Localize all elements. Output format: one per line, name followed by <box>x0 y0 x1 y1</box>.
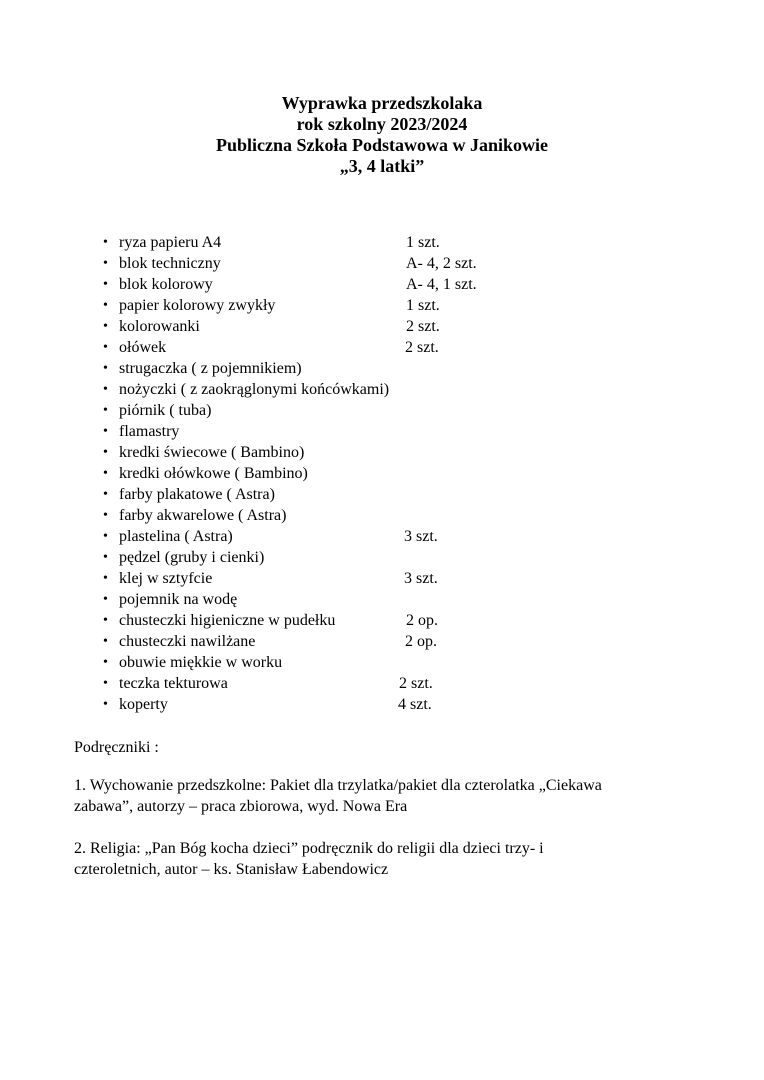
supply-item-name: flamastry <box>119 423 180 440</box>
bullet-icon: • <box>103 487 108 502</box>
bullet-icon: • <box>103 550 108 565</box>
supply-item-quantity: 3 szt. <box>404 570 438 587</box>
bullet-icon: • <box>103 571 108 586</box>
textbooks-heading: Podręczniki : <box>74 739 159 756</box>
bullet-icon: • <box>103 298 108 313</box>
supply-item-name: farby akwarelowe ( Astra) <box>119 507 287 524</box>
supply-item-quantity: 2 szt. <box>405 339 439 356</box>
supply-item-quantity: 1 szt. <box>406 297 440 314</box>
bullet-icon: • <box>103 319 108 334</box>
supply-item-name: pojemnik na wodę <box>119 591 238 608</box>
supply-item-name: klej w sztyfcie <box>119 570 213 587</box>
bullet-icon: • <box>103 529 108 544</box>
bullet-icon: • <box>103 256 108 271</box>
bullet-icon: • <box>103 340 108 355</box>
bullet-icon: • <box>103 613 108 628</box>
supply-item-name: blok techniczny <box>119 255 221 272</box>
bullet-icon: • <box>103 634 108 649</box>
supply-item-name: ołówek <box>119 339 167 356</box>
bullet-icon: • <box>103 676 108 691</box>
textbook-item-2-line-2: czteroletnich, autor – ks. Stanisław Łabendowicz <box>74 861 389 878</box>
supply-item-name: piórnik ( tuba) <box>119 402 212 419</box>
textbook-item-2-line-1: 2. Religia: „Pan Bóg kocha dzieci” podręcznik do religii dla dzieci trzy- i <box>74 840 544 857</box>
supply-item-name: blok kolorowy <box>119 276 213 293</box>
supply-item-name: farby plakatowe ( Astra) <box>119 486 275 503</box>
supply-item-name: teczka tekturowa <box>119 675 228 692</box>
textbook-item-1-line-2: zabawa”, autorzy – praca zbiorowa, wyd. Nowa Era <box>74 798 408 815</box>
bullet-icon: • <box>103 445 108 460</box>
supply-item-name: pędzel (gruby i cienki) <box>119 549 265 566</box>
bullet-icon: • <box>103 235 108 250</box>
bullet-icon: • <box>103 697 108 712</box>
supply-item-quantity: 2 szt. <box>399 675 433 692</box>
supply-item-name: obuwie miękkie w worku <box>119 654 283 671</box>
supply-item-name: kredki ołówkowe ( Bambino) <box>119 465 308 482</box>
bullet-icon: • <box>103 361 108 376</box>
supply-item-name: ryza papieru A4 <box>119 234 222 251</box>
supply-item-quantity: A- 4, 1 szt. <box>406 276 477 293</box>
supply-item-name: kredki świecowe ( Bambino) <box>119 444 305 461</box>
supply-item-quantity: A- 4, 2 szt. <box>406 255 477 272</box>
supply-item-name: papier kolorowy zwykły <box>119 297 276 314</box>
bullet-icon: • <box>103 655 108 670</box>
supply-item-name: kolorowanki <box>119 318 200 335</box>
bullet-icon: • <box>103 277 108 292</box>
supply-item-name: chusteczki higieniczne w pudełku <box>119 612 336 629</box>
supply-item-name: plastelina ( Astra) <box>119 528 233 545</box>
supply-item-name: koperty <box>119 696 168 713</box>
supply-item-quantity: 3 szt. <box>404 528 438 545</box>
textbook-item-1-line-1: 1. Wychowanie przedszkolne: Pakiet dla trzylatka/pakiet dla czterolatka „Ciekawa <box>74 777 602 794</box>
bullet-icon: • <box>103 424 108 439</box>
title-line-2: rok szkolny 2023/2024 <box>296 114 468 134</box>
supply-item-quantity: 2 op. <box>405 633 437 650</box>
supply-item-name: nożyczki ( z zaokrąglonymi końcówkami) <box>119 381 390 398</box>
supply-item-quantity: 1 szt. <box>406 234 440 251</box>
bullet-icon: • <box>103 592 108 607</box>
supply-item-quantity: 2 op. <box>406 612 438 629</box>
supply-item-quantity: 4 szt. <box>398 696 432 713</box>
bullet-icon: • <box>103 466 108 481</box>
title-line-4: „3, 4 latki” <box>339 156 425 176</box>
bullet-icon: • <box>103 508 108 523</box>
bullet-icon: • <box>103 382 108 397</box>
title-line-1: Wyprawka przedszkolaka <box>281 93 483 113</box>
title-line-3: Publiczna Szkoła Podstawowa w Janikowie <box>215 135 549 155</box>
supply-item-name: chusteczki nawilżane <box>119 633 256 650</box>
supply-item-quantity: 2 szt. <box>406 318 440 335</box>
document-title <box>0 93 764 177</box>
supply-item-name: strugaczka ( z pojemnikiem) <box>119 360 302 377</box>
bullet-icon: • <box>103 403 108 418</box>
